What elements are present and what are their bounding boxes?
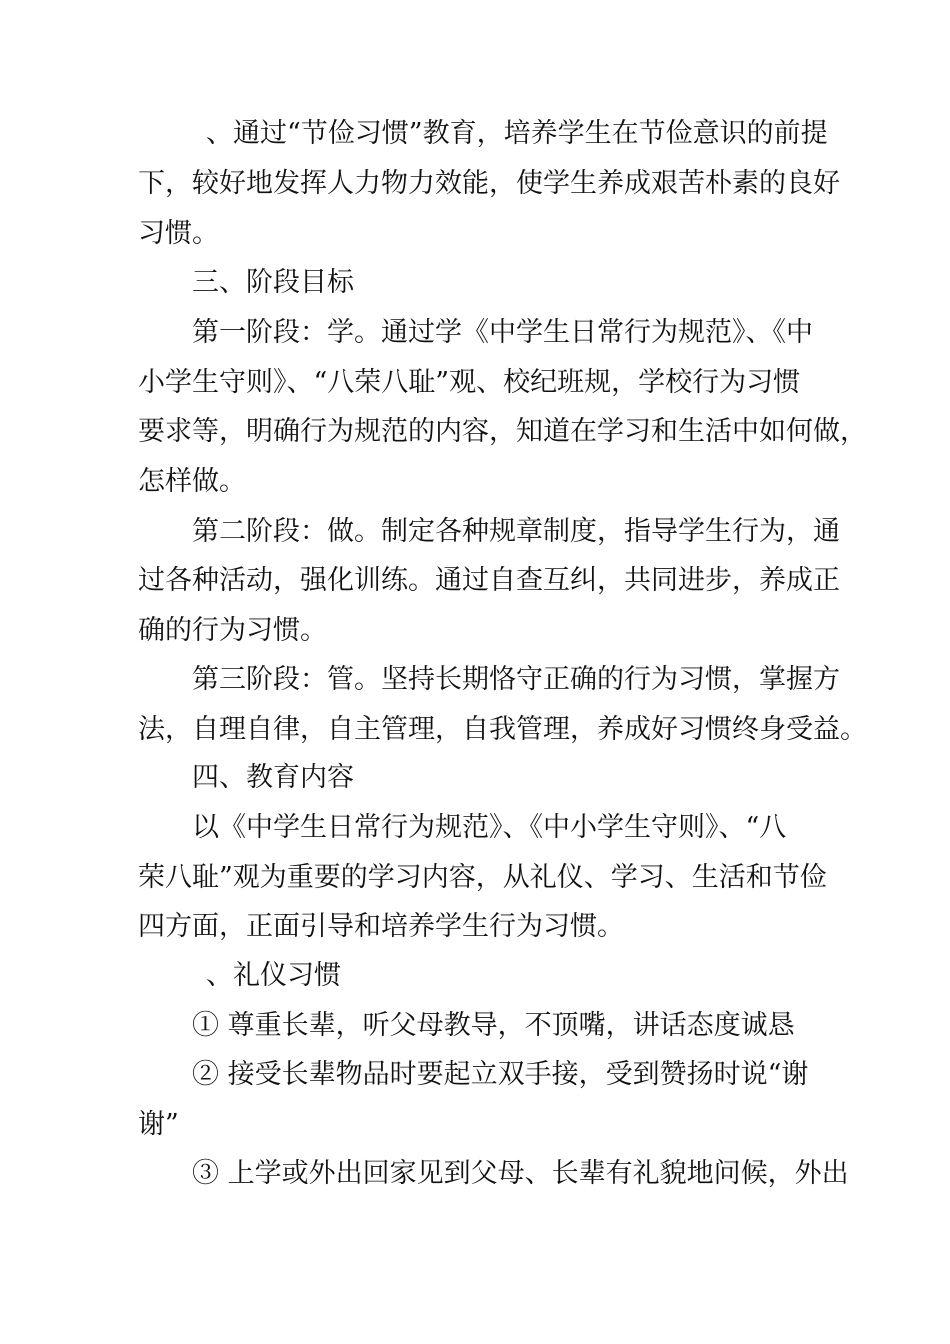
paragraph-content-line-3: 四方面，正面引导和培养学生行为习惯。 [138, 911, 624, 942]
subheading-etiquette-habits: 、礼仪习惯 [206, 960, 341, 991]
paragraph-content-line-1: 以《中学生日常行为规范》、《中小学生守则》、“八 [192, 812, 787, 843]
section-heading-stage-goals: 三、阶段目标 [192, 267, 354, 298]
list-item-2-line-1: ② 接受长辈物品时要起立双手接，受到赞扬时说“谢 [192, 1059, 809, 1090]
paragraph-stage2-line-2: 过各种活动，强化训练。通过自查互纠，共同进步，养成正 [138, 565, 840, 596]
paragraph-stage3-line-1: 第三阶段：管。坚持长期恪守正确的行为习惯，掌握方 [192, 664, 840, 695]
paragraph-1-line-1: 、通过“节俭习惯”教育，培养学生在节俭意识的前提 [206, 118, 828, 149]
paragraph-1-line-2: 下，较好地发挥人力物力效能，使学生养成艰苦朴素的良好 [138, 168, 840, 199]
paragraph-stage1-line-4: 怎样做。 [138, 466, 246, 497]
list-item-2-line-2: 谢” [138, 1109, 179, 1140]
list-item-3-line-1: ③ 上学或外出回家见到父母、长辈有礼貌地问候，外出 [192, 1158, 849, 1189]
list-item-1: ① 尊重长辈，听父母教导，不顶嘴，讲话态度诚恳 [192, 1010, 795, 1041]
section-heading-education-content: 四、教育内容 [192, 762, 354, 793]
paragraph-content-line-2: 荣八耻”观为重要的学习内容，从礼仪、学习、生活和节俭 [138, 862, 827, 893]
paragraph-stage2-line-1: 第二阶段：做。制定各种规章制度，指导学生行为，通 [192, 516, 840, 547]
paragraph-stage2-line-3: 确的行为习惯。 [138, 615, 327, 646]
paragraph-stage1-line-2: 小学生守则》、“八荣八耻”观、校纪班规，学校行为习惯 [138, 367, 801, 398]
paragraph-stage3-line-2: 法，自理自律，自主管理，自我管理，养成好习惯终身受益。 [138, 714, 867, 745]
paragraph-stage1-line-3: 要求等，明确行为规范的内容，知道在学习和生活中如何做， [138, 416, 867, 447]
paragraph-1-line-3: 习惯。 [138, 218, 219, 249]
paragraph-stage1-line-1: 第一阶段：学。通过学《中学生日常行为规范》、《中 [192, 317, 813, 348]
